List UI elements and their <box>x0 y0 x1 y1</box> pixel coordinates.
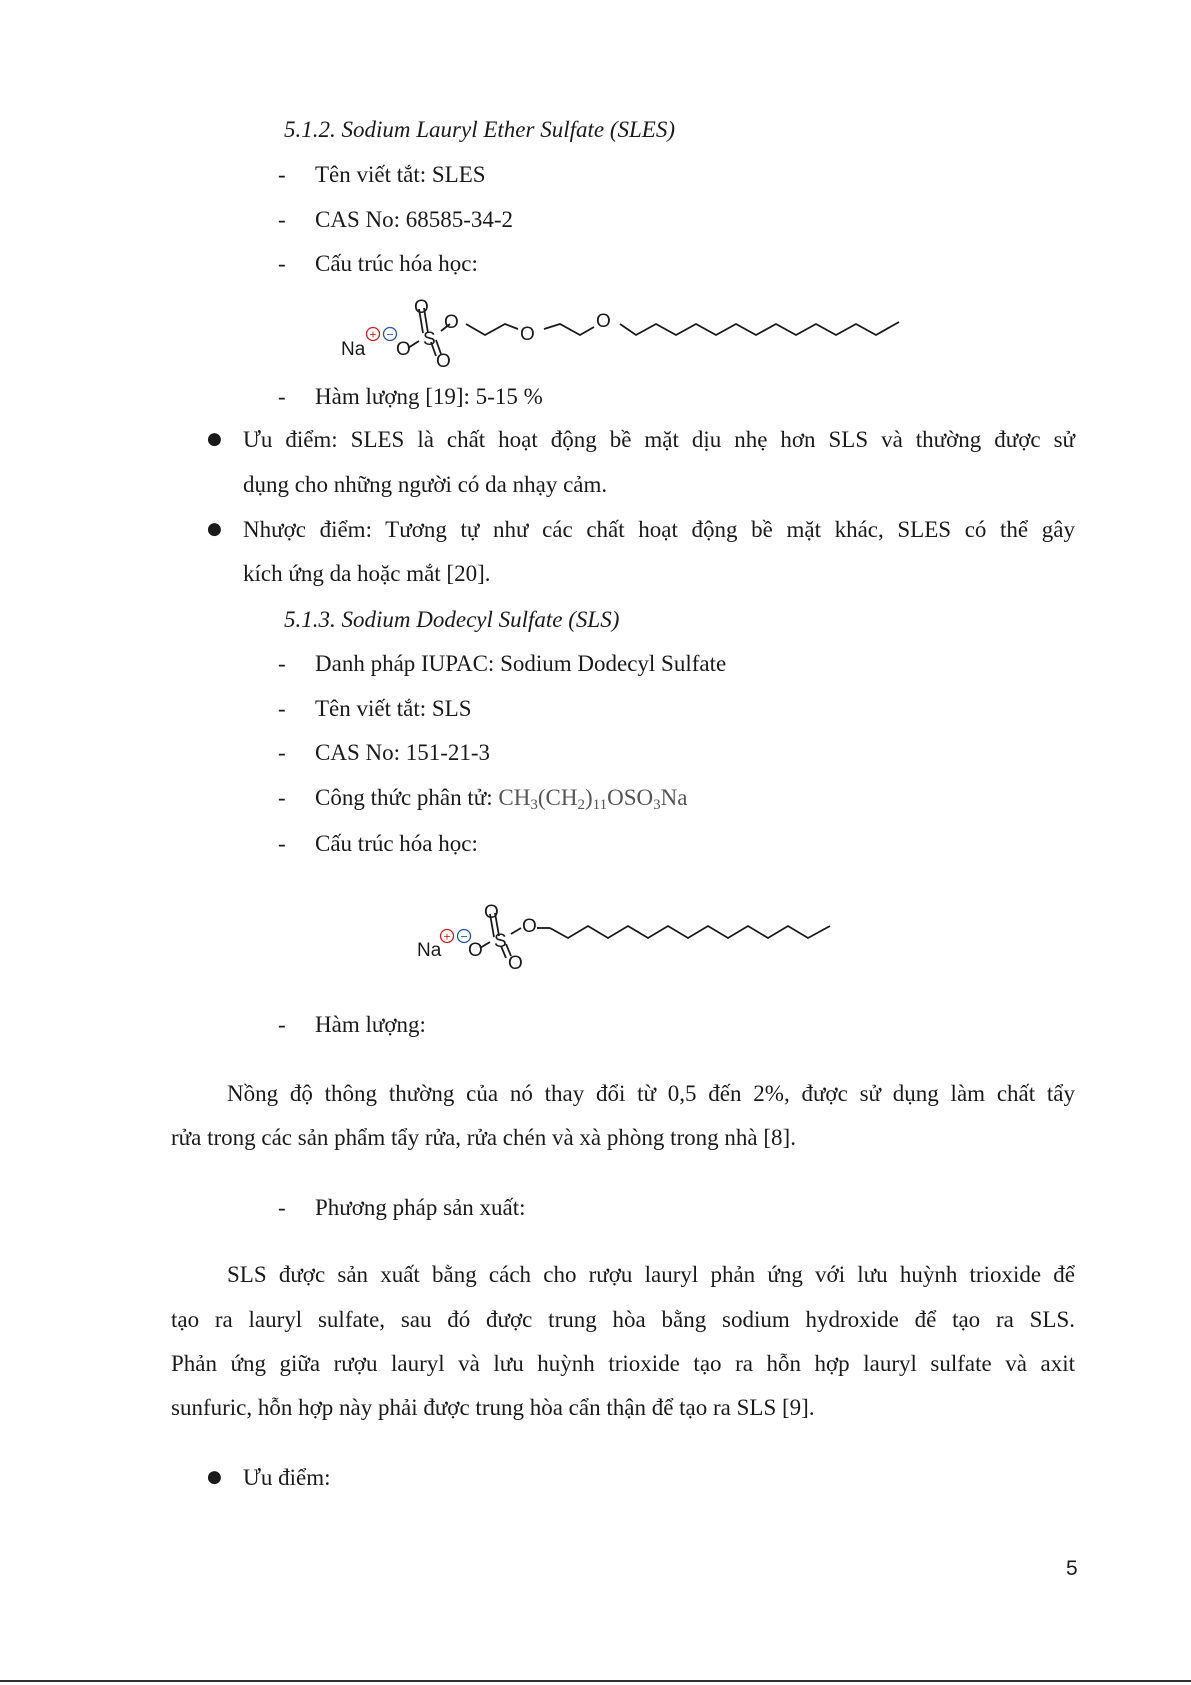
oxygen-atom: O <box>396 339 411 360</box>
sles-content: Hàm lượng [19]: 5-15 % <box>315 384 543 409</box>
negative-charge-symbol: − <box>386 327 394 342</box>
oxygen-atom: O <box>596 311 611 332</box>
sodium-atom: Na <box>417 940 442 961</box>
section-heading-sles: 5.1.2. Sodium Lauryl Ether Sulfate (SLES) <box>284 117 675 142</box>
paragraph-concentration-line: Nồng độ thông thường của nó thay đổi từ 0,5 đến 2%, được sử dụng làm chất tẩy <box>227 1081 1075 1106</box>
bullet-dot-icon: ● <box>207 519 222 539</box>
formula-subscript: 11 <box>592 797 608 813</box>
negative-charge-symbol: − <box>460 929 468 944</box>
sls-cas-number: CAS No: 151-21-3 <box>315 740 491 765</box>
sulfur-atom: S <box>423 329 436 350</box>
dash-marker: - <box>278 1012 286 1037</box>
positive-charge-symbol: + <box>443 929 451 944</box>
dash-marker: - <box>278 1195 286 1220</box>
formula-part: (CH <box>537 785 578 810</box>
oxygen-atom: O <box>522 916 537 937</box>
dash-marker: - <box>278 740 286 765</box>
formula-subscript: 2 <box>577 797 585 813</box>
oxygen-atom: O <box>508 953 523 974</box>
paragraph-concentration-line: rửa trong các sản phẩm tẩy rửa, rửa chén và xà phòng trong nhà [8]. <box>171 1125 796 1150</box>
sulfur-atom: S <box>494 931 507 952</box>
sles-abbreviation: Tên viết tắt: SLES <box>315 162 486 187</box>
sles-pros-line: Ưu điểm: SLES là chất hoạt động bề mặt dịu nhẹ hơn SLS và thường được sử <box>243 427 1075 452</box>
oxygen-atom: O <box>436 351 451 372</box>
sls-molecular-formula <box>315 785 688 813</box>
sles-pros-line: dụng cho những người có da nhạy cảm. <box>243 472 608 497</box>
sles-structure-label: Cấu trúc hóa học: <box>315 251 478 276</box>
sls-structure-label: Cấu trúc hóa học: <box>315 831 478 856</box>
formula-part: OSO <box>607 785 654 810</box>
sls-structure-diagram <box>410 895 850 985</box>
dash-marker: - <box>278 207 286 232</box>
dash-marker: - <box>278 651 286 676</box>
paragraph-method-line: tạo ra lauryl sulfate, sau đó được trung hòa bằng sodium hydroxide để tạo ra SLS. <box>171 1307 1075 1332</box>
paragraph-method-line: Phản ứng giữa rượu lauryl và lưu huỳnh trioxide tạo ra hỗn hợp lauryl sulfate và axit <box>171 1351 1075 1376</box>
dash-marker: - <box>278 162 286 187</box>
dash-marker: - <box>278 696 286 721</box>
dash-marker: - <box>278 785 286 810</box>
sodium-atom: Na <box>341 339 366 360</box>
formula-value <box>498 785 688 813</box>
formula-part: CH <box>498 785 531 810</box>
paragraph-method-line: SLS được sản xuất bằng cách cho rượu lauryl phản ứng với lưu huỳnh trioxide để <box>227 1262 1075 1287</box>
formula-subscript: 3 <box>653 797 661 813</box>
dash-marker: - <box>278 251 286 276</box>
sls-method-label: Phương pháp sản xuất: <box>315 1195 526 1220</box>
oxygen-atom: O <box>414 297 429 318</box>
formula-subscript: 3 <box>530 797 538 813</box>
sles-structure-diagram <box>335 290 915 380</box>
sles-cons-line: kích ứng da hoặc mắt [20]. <box>243 561 491 586</box>
formula-part: ) <box>584 785 593 810</box>
oxygen-atom: O <box>468 940 483 961</box>
sls-iupac-name: Danh pháp IUPAC: Sodium Dodecyl Sulfate <box>315 651 727 676</box>
bullet-dot-icon: ● <box>207 429 222 449</box>
oxygen-atom: O <box>484 902 499 923</box>
dash-marker: - <box>278 831 286 856</box>
sls-pros-label: Ưu điểm: <box>243 1465 331 1490</box>
bottom-edge-line <box>0 1680 1191 1682</box>
bullet-dot-icon: ● <box>207 1467 222 1487</box>
sles-cons-line: Nhược điểm: Tương tự như các chất hoạt động bề mặt khác, SLES có thể gây <box>243 517 1075 542</box>
oxygen-atom: O <box>520 324 535 345</box>
section-heading-sls: 5.1.3. Sodium Dodecyl Sulfate (SLS) <box>284 607 620 632</box>
formula-part: Na <box>660 785 688 810</box>
paragraph-method-line: sunfuric, hỗn hợp này phải được trung hòa cẩn thận để tạo ra SLS [9]. <box>171 1395 815 1420</box>
oxygen-atom: O <box>444 312 459 333</box>
dash-marker: - <box>278 384 286 409</box>
sls-abbreviation: Tên viết tắt: SLS <box>315 696 472 721</box>
sls-content-label: Hàm lượng: <box>315 1012 426 1037</box>
positive-charge-symbol: + <box>369 327 377 342</box>
sles-cas-number: CAS No: 68585-34-2 <box>315 207 514 232</box>
page-number: 5 <box>1066 1557 1078 1580</box>
formula-label: Công thức phân tử: <box>315 785 493 810</box>
